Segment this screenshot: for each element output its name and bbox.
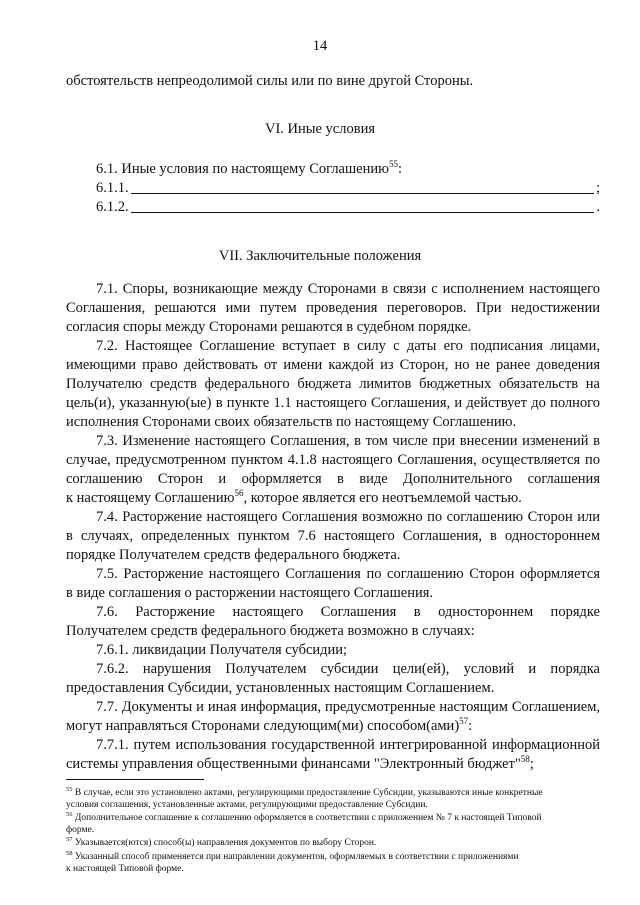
footnote-58 <box>66 851 600 875</box>
clause-7-3-line: 7.3. Изменение настоящего Соглашения, в том числе при внесении изменений в <box>96 433 600 449</box>
clause-7-2-line: имеющими право действовать от имени каждой из Сторон, но не ранее доведения <box>66 357 600 373</box>
clause-7-2-line: 7.2. Настоящее Соглашение вступает в силу с даты его подписания лицами, <box>96 338 600 354</box>
clause-6-1-text: 6.1. Иные условия по настоящему Соглашению <box>96 161 389 177</box>
clause-6-1-1-row <box>96 178 600 197</box>
clause-6-1-2-end: . <box>596 199 600 215</box>
clause-6-1-2-row <box>96 197 600 216</box>
footnote-number: 55 <box>66 785 73 793</box>
footnote-55 <box>66 787 600 811</box>
clause-7-3-tail: , которое является его неотъемлемой частью. <box>243 490 522 506</box>
clause-6-1-2-blank <box>131 199 595 213</box>
clause-7-2-line: исполнения Сторонами своих обязательств по настоящему Соглашению. <box>66 414 517 430</box>
footnote-text: Указанный способ применяется при направлении документов, оформляемых в соответствии с приложениями <box>74 852 519 862</box>
clause-7-6-1-line: 7.6.1. ликвидации Получателя субсидии; <box>96 642 348 658</box>
clause-7-7-tail: : <box>468 718 473 734</box>
clause-7-1-line: Соглашения, решаются ими путем проведения переговоров. При недостижении <box>66 300 600 316</box>
clause-7-1-line: согласия споры между Сторонами решаются в судебном порядке. <box>66 319 472 335</box>
footnote-number: 58 <box>66 849 73 857</box>
clause-7-3-text: к настоящему Соглашению <box>66 490 235 506</box>
clause-7-6-2-line: 7.6.2. нарушения Получателем субсидии цели(ей), условий и порядка <box>96 661 600 677</box>
clause-6-1 <box>96 160 402 179</box>
clause-7-4-line: 7.4. Расторжение настоящего Соглашения возможно по соглашению Сторон или <box>96 509 600 525</box>
footnote-text: Указывается(ются) способ(ы) направления документов по выбору Сторон. <box>74 838 377 848</box>
footnote-ref-56: 56 <box>234 488 244 499</box>
clause-7-5-line: в виде соглашения о расторжении настоящего Соглашения. <box>66 585 434 601</box>
footnote-text: условия соглашения, установленные актами, регулирующими предоставление Субсидии. <box>66 800 428 810</box>
clause-7-5-line: 7.5. Расторжение настоящего Соглашения по соглашению Сторон оформляется <box>96 566 600 582</box>
intro-line: обстоятельств непреодолимой силы или по вине другой Стороны. <box>66 73 474 89</box>
footnote-56 <box>66 812 600 836</box>
footnote-text: В случае, если это установлено актами, регулирующими предоставление Субсидии, указываются иные конкретные <box>74 788 543 798</box>
footnote-number: 56 <box>66 810 73 818</box>
clause-7-6-line: 7.6. Расторжение настоящего Соглашения в одностороннем порядке <box>96 604 600 620</box>
footnote-text: к настоящей Типовой форме. <box>66 864 184 874</box>
section-6-heading: VI. Иные условия <box>264 121 376 137</box>
clause-7-7-1-line <box>66 755 534 774</box>
clause-7-7-line <box>66 717 472 736</box>
clause-6-1-1-blank <box>131 180 594 194</box>
footnote-ref-55: 55 <box>388 159 398 170</box>
clause-7-3-line: соглашению Сторон и оформляется в виде Дополнительного соглашения <box>66 471 600 487</box>
clause-6-1-1-end: ; <box>595 180 600 196</box>
clause-7-7-1-line: 7.7.1. путем использования государственной интегрированной информационной <box>96 737 600 753</box>
footnote-ref-58: 58 <box>520 754 530 765</box>
footnote-ref-57: 57 <box>459 716 469 727</box>
clause-7-6-2-line: предоставления Субсидии, установленных настоящим Соглашением. <box>66 680 495 696</box>
page-number: 14 <box>312 38 328 54</box>
footnote-text: форме. <box>66 825 95 835</box>
clause-7-7-line: 7.7. Документы и иная информация, предусмотренные настоящим Соглашением, <box>96 699 600 715</box>
footnote-number: 57 <box>66 835 73 843</box>
clause-6-1-2-label: 6.1.2. <box>96 199 129 215</box>
clause-7-4-line: порядке Получателем средств федерального бюджета. <box>66 547 401 563</box>
clause-7-3-line: случае, предусмотренном пунктом 4.1.8 настоящего Соглашения, осуществляется по <box>66 452 600 468</box>
footnote-57 <box>66 837 600 849</box>
clause-7-2-line: Получателю средств федерального бюджета лимитов бюджетных обязательств на <box>66 376 600 392</box>
section-7-heading: VII. Заключительные положения <box>218 248 422 264</box>
clause-7-2-line: цель(и), указанную(ые) в пункте 1.1 настоящего Соглашения, и действует до полного <box>66 395 600 411</box>
clause-6-1-1-label: 6.1.1. <box>96 180 129 196</box>
footnote-text: Дополнительное соглашение к соглашению оформляется в соответствии с приложением № 7 к настоящей Типовой <box>74 813 542 823</box>
clause-6-1-colon: : <box>397 161 402 177</box>
clause-7-7-1-text: системы управления общественными финансами "Электронный бюджет" <box>66 756 521 772</box>
footnote-separator <box>66 779 204 780</box>
clause-7-7-text: могут направляться Сторонами следующим(ми) способом(ами) <box>66 718 460 734</box>
clause-7-3-line <box>66 489 522 508</box>
clause-7-6-line: Получателем средств федерального бюджета возможно в случаях: <box>66 623 475 639</box>
clause-7-4-line: в случаях, определенных пунктом 7.6 настоящего Соглашения, в одностороннем <box>66 528 600 544</box>
clause-7-7-1-tail: ; <box>529 756 534 772</box>
clause-7-1-line: 7.1. Споры, возникающие между Сторонами в связи с исполнением настоящего <box>96 281 600 297</box>
